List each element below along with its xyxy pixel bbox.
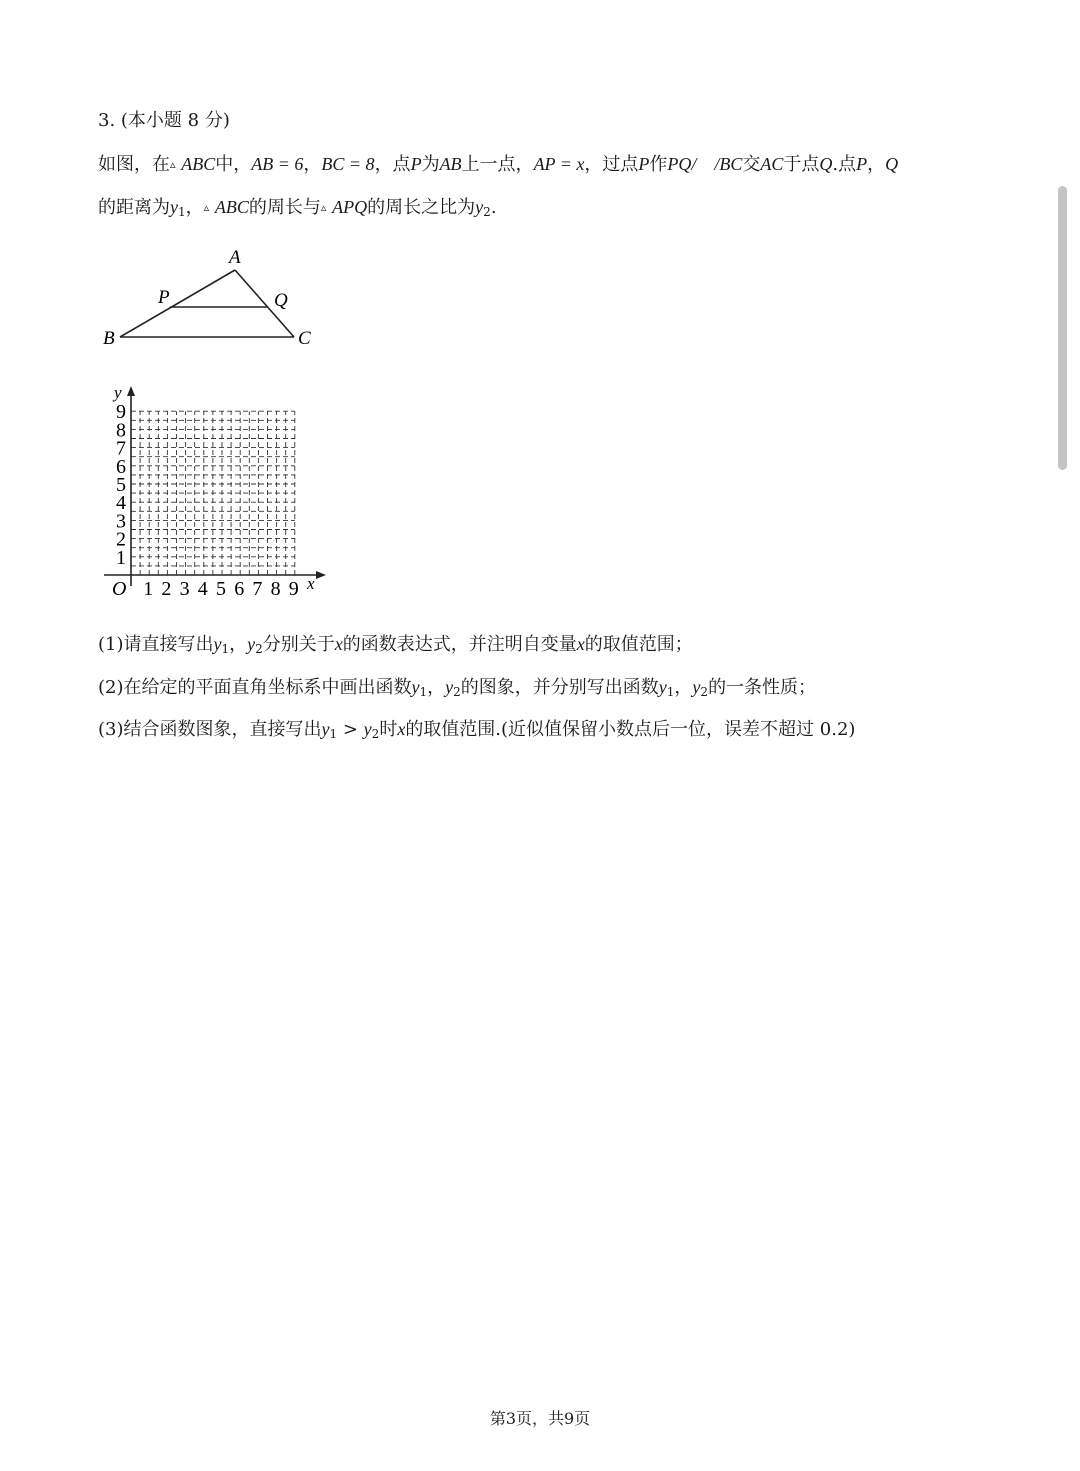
point-label-q: Q xyxy=(274,290,288,311)
question-part-3 xyxy=(98,716,855,747)
math-subscript: 2 xyxy=(453,685,461,699)
x-tick-label: 3 xyxy=(179,578,190,600)
stem-text: 作 xyxy=(649,154,668,175)
x-tick-label: 5 xyxy=(216,578,226,600)
stem-text: ，过点 xyxy=(584,154,639,175)
math-var: y xyxy=(692,677,701,697)
x-tick-label: 6 xyxy=(234,578,245,600)
math-subscript: 1 xyxy=(419,685,428,699)
triangle-figure xyxy=(98,240,322,356)
part-text: (2)在给定的平面直角坐标系中画出函数 xyxy=(98,677,412,698)
y-axis-arrow-icon xyxy=(127,386,135,396)
math-var: y xyxy=(213,634,222,654)
y-axis-label: y xyxy=(114,383,122,402)
math-expr: BC = 8 xyxy=(321,154,375,174)
stem-text: ， xyxy=(185,197,204,218)
point-label-p: P xyxy=(158,287,170,308)
math-var: P xyxy=(638,154,650,174)
y-tick-label: 9 xyxy=(116,401,126,424)
triangle-symbol: ▵ xyxy=(170,158,176,171)
math-subscript: 1 xyxy=(178,205,186,219)
math-var: y xyxy=(411,677,420,697)
stem-text: 上一点， xyxy=(461,154,534,175)
question-stem-line-1 xyxy=(98,151,898,178)
x-tick-label: 1 xyxy=(143,578,154,600)
question-stem-line-2 xyxy=(98,194,497,225)
math-expr: PQ/ /BC xyxy=(667,154,743,174)
math-var: x xyxy=(397,719,406,739)
math-var: Q xyxy=(819,154,833,174)
math-var: x xyxy=(334,634,343,654)
part-text: ， xyxy=(229,634,248,655)
part-text: 的一条性质； xyxy=(708,677,817,698)
y-tick-label: 6 xyxy=(116,455,126,478)
part-text: ， xyxy=(427,677,446,698)
x-tick-label: 9 xyxy=(288,578,299,600)
stem-text: 的周长之比为 xyxy=(367,197,476,218)
math-var: ABC xyxy=(181,154,216,174)
y-tick-label: 8 xyxy=(116,419,126,442)
x-axis-arrow-icon xyxy=(316,571,326,579)
part-text: ， xyxy=(674,677,693,698)
x-tick-labels xyxy=(143,578,299,600)
math-subscript: 2 xyxy=(700,685,709,699)
math-var: P xyxy=(856,154,868,174)
math-operator: > xyxy=(337,719,364,740)
part-text: 时 xyxy=(379,719,398,740)
math-var: y xyxy=(475,197,484,217)
math-var: y xyxy=(445,677,454,697)
part-text: (1)请直接写出 xyxy=(98,634,214,655)
y-tick-label: 4 xyxy=(116,492,126,515)
vertex-label-b: B xyxy=(103,328,115,349)
y-tick-label: 2 xyxy=(116,528,126,551)
origin-label: O xyxy=(112,578,127,600)
question-part-2 xyxy=(98,674,816,705)
stem-text: 的距离为 xyxy=(98,197,170,218)
x-tick-label: 4 xyxy=(197,578,208,600)
x-tick-label: 2 xyxy=(161,578,172,600)
coordinate-grid-figure xyxy=(98,378,338,604)
stem-text: ，点 xyxy=(374,154,411,175)
math-subscript: 2 xyxy=(255,642,263,656)
side-ab xyxy=(120,270,235,337)
math-subscript: 1 xyxy=(329,727,338,741)
y-tick-label: 1 xyxy=(116,546,126,569)
scrollbar-thumb[interactable] xyxy=(1058,186,1067,470)
math-var: Q xyxy=(885,154,899,174)
math-expr: AP = x xyxy=(533,154,585,174)
y-tick-label: 7 xyxy=(116,437,126,460)
math-var: P xyxy=(410,154,422,174)
math-subscript: 2 xyxy=(483,205,491,219)
triangle-symbol: ▵ xyxy=(203,201,210,214)
stem-text: 为 xyxy=(421,154,440,175)
stem-text: . xyxy=(490,197,497,218)
y-tick-label: 5 xyxy=(116,474,126,496)
y-tick-label: 3 xyxy=(116,510,126,533)
vertex-label-a: A xyxy=(229,247,241,268)
math-expr: AB = 6 xyxy=(251,154,304,174)
triangle-symbol: ▵ xyxy=(320,201,327,214)
stem-text: ， xyxy=(867,154,886,175)
part-text: 的函数表达式，并注明自变量 xyxy=(342,634,577,655)
vertex-label-c: C xyxy=(298,328,311,349)
x-axis-label: x xyxy=(307,574,315,593)
math-var: y xyxy=(363,719,372,739)
stem-text: ， xyxy=(303,154,322,175)
part-text: 分别关于 xyxy=(262,634,335,655)
math-var: AB xyxy=(439,154,462,174)
math-var: x xyxy=(576,634,585,654)
grid-lines xyxy=(131,411,295,575)
math-var: y xyxy=(658,677,667,697)
stem-text: .点 xyxy=(832,154,857,175)
question-part-1 xyxy=(98,631,693,662)
math-var: APQ xyxy=(332,197,368,217)
math-var: AC xyxy=(760,154,784,174)
part-text: 的取值范围.(近似值保留小数点后一位，误差不超过 0.2) xyxy=(405,719,856,740)
math-subscript: 1 xyxy=(666,685,675,699)
stem-text: 如图，在 xyxy=(98,154,170,175)
part-text: 的图象，并分别写出函数 xyxy=(460,677,659,698)
stem-text: 于点 xyxy=(783,154,820,175)
math-var: y xyxy=(247,634,256,654)
part-text: (3)结合函数图象，直接写出 xyxy=(98,719,322,740)
stem-text: 的周长与 xyxy=(248,197,321,218)
math-subscript: 2 xyxy=(371,727,380,741)
x-tick-label: 7 xyxy=(252,578,263,600)
question-header: 3. (本小题 8 分) xyxy=(98,110,230,131)
math-var: ABC xyxy=(214,197,249,217)
y-tick-labels xyxy=(116,401,126,569)
stem-text: 交 xyxy=(742,154,761,175)
math-var: y xyxy=(321,719,330,739)
page-footer: 第3页，共9页 xyxy=(489,1409,591,1428)
math-var: y xyxy=(170,197,178,217)
x-tick-label: 8 xyxy=(270,578,281,600)
part-text: 的取值范围； xyxy=(584,634,693,655)
math-subscript: 1 xyxy=(221,642,230,656)
stem-text: 中， xyxy=(215,154,252,175)
